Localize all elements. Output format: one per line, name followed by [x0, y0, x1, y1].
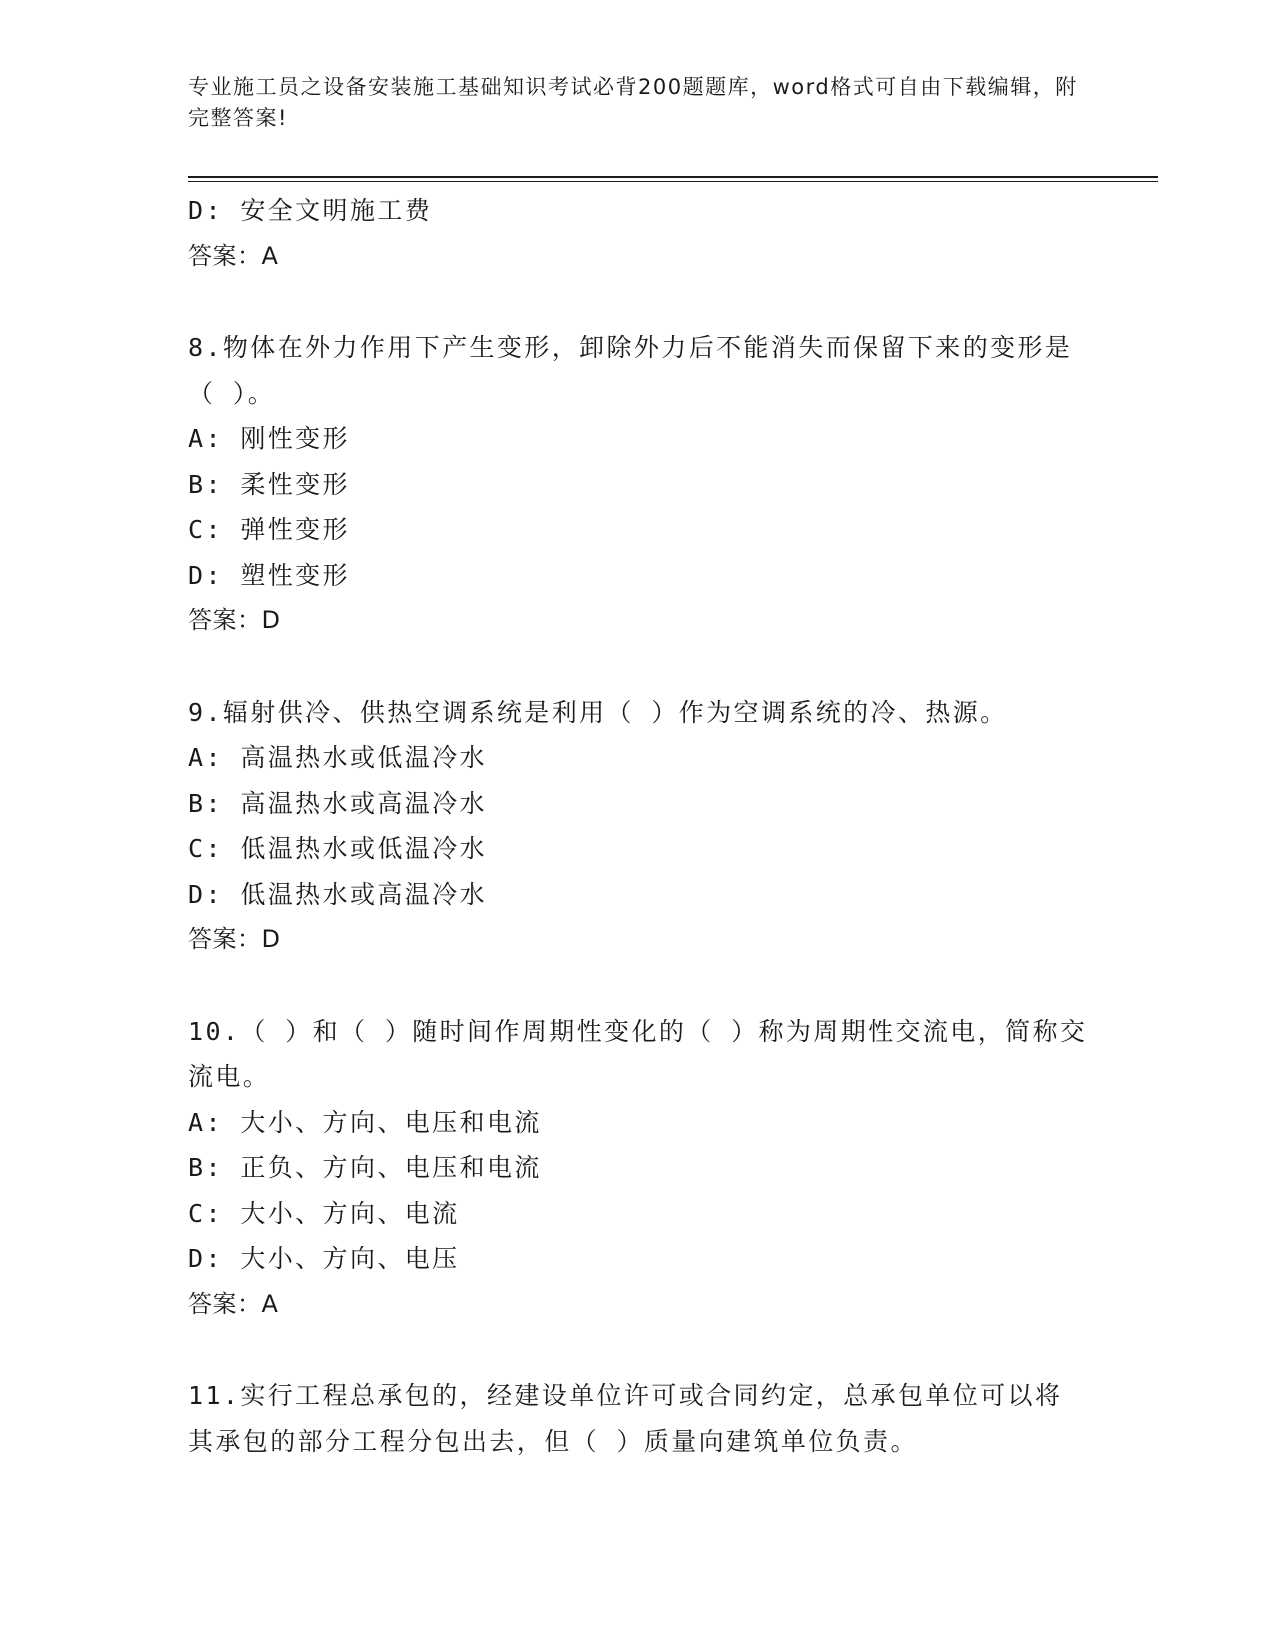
question-8	[188, 325, 1088, 644]
option-d: D: 大小、方向、电压	[188, 1244, 460, 1273]
answer: 答案：D	[188, 606, 281, 634]
option-a: A: 高温热水或低温冷水	[188, 743, 487, 772]
option-d: D: 安全文明施工费	[188, 196, 433, 225]
question-10	[188, 1009, 1088, 1328]
question-stem: 10.（ ）和（ ）随时间作周期性变化的（ ）称为周期性交流电，简称交流电。	[188, 1016, 1088, 1091]
question-stem: 8.物体在外力作用下产生变形，卸除外力后不能消失而保留下来的变形是（ ）。	[188, 333, 1073, 408]
header-divider	[188, 176, 1158, 178]
question-9	[188, 690, 1088, 963]
answer: 答案：D	[188, 925, 281, 953]
answer: 答案：A	[188, 1289, 279, 1318]
option-d: D: 低温热水或高温冷水	[188, 879, 487, 909]
header-divider-thin	[188, 181, 1158, 182]
option-b: B: 高温热水或高温冷水	[188, 788, 487, 818]
question-list	[188, 188, 1088, 1464]
answer: 答案：A	[188, 241, 279, 270]
question-stem: 11.实行工程总承包的，经建设单位许可或合同约定，总承包单位可以将其承包的部分工程分包出去，但（ ）质量向建筑单位负责。	[188, 1381, 1063, 1456]
option-c: C: 低温热水或低温冷水	[188, 834, 487, 863]
option-b: B: 柔性变形	[188, 469, 350, 499]
question-stem: 9.辐射供冷、供热空调系统是利用（ ）作为空调系统的冷、热源。	[188, 697, 1008, 727]
option-c: C: 弹性变形	[188, 515, 350, 544]
option-c: C: 大小、方向、电流	[188, 1198, 460, 1228]
option-a: A: 大小、方向、电压和电流	[188, 1107, 542, 1137]
option-d: D: 塑性变形	[188, 560, 350, 590]
option-a: A: 刚性变形	[188, 424, 350, 453]
option-b: B: 正负、方向、电压和电流	[188, 1153, 542, 1182]
document-header: 专业施工员之设备安装施工基础知识考试必背200题题库，word格式可自由下载编辑，附完整答案!	[188, 75, 1078, 130]
question-11	[188, 1373, 1088, 1464]
